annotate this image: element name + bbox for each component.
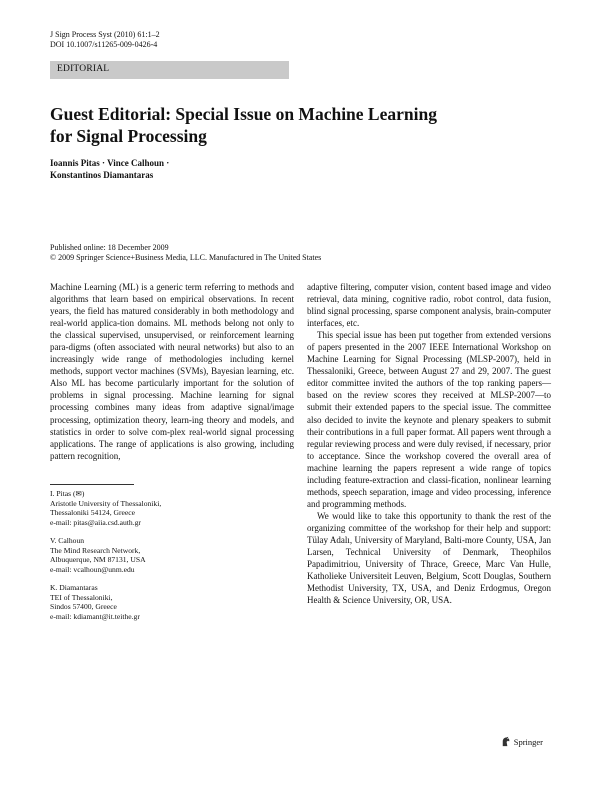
journal-citation [50,30,160,50]
section-label: EDITORIAL [57,64,110,74]
publication-info [50,243,450,263]
body-paragraph: Machine Learning (ML) is a generic term referring to methods and algorithms that learn based on empirical observations. In recent years, the field has matured considerably in both methodology and real-world applica-tion domains. ML methods belong not only to the classical supervised, unsupervised, or reinforcement learning para-digms (often associated with neural networks) but also to an increasingly wide range of methodologies including kernel methods, support vector machines (SVMs), Bayesian learning, etc. Also ML has become particularly important for the solution of problems in signal processing. Machine learning for signal processing combines many ideas from adaptive signal/image processing, optimization theory, learn-ing theory and models, and statistics in order to solve com-plex real-world signal processing applications. The range of applications is also growing, including pattern recognition, [50,282,294,461]
affiliation-email[interactable]: e-mail: kdiamant@it.teithe.gr [50,611,140,621]
affiliation-address: Sindos 57400, Greece [50,602,117,612]
body-paragraph: This special issue has been put together from extended versions of papers presented in the 2007 IEEE International Workshop on Machine Learning for Signal Processing (MLSP-2007), held in Thessaloniki, Greece, between August 27 and 29, 2007. The guest editor committee invited the authors of the top ranking papers—based on the review scores they received at MLSP-2007—to submit their extended papers to the special issue. The committee also decided to invite the keynote and plenary speakers to submit their contributions in a full paper format. All papers went through a regular reviewing process and were duly revised, if necessary, prior to acceptance. Since the workshop covered the overall area of machine learning the papers represent a wide range of topics including feature-extraction and classi-fication, nonlinear learning methods, speech separation, image and video processing, inference and programming methods. [307,330,551,509]
footnote-divider [50,484,134,485]
body-paragraph: adaptive filtering, computer vision, content based image and video retrieval, data mining, cognitive radio, robot control, data fusion, blind signal processing, sparse component analysis, brain-computer interfaces, etc. [307,282,551,329]
body-column-right [307,281,551,606]
affiliation-name: V. Calhoun [50,536,85,545]
affiliation-block [50,583,280,621]
doi-line: DOI 10.1007/s11265-009-0426-4 [50,40,158,49]
affiliation-institution: TEI of Thessaloniki, [50,592,113,602]
authors-line-2: Konstantinos Diamantaras [50,170,154,180]
affiliation-address: Thessaloniki 54124, Greece [50,508,135,518]
affiliation-email[interactable]: e-mail: pitas@aiia.csd.auth.gr [50,517,141,527]
publisher-logo [500,736,543,747]
affiliation-address: Albuquerque, NM 87131, USA [50,555,146,565]
affiliation-institution: The Mind Research Network, [50,545,141,555]
journal-line: J Sign Process Syst (2010) 61:1–2 [50,30,160,39]
title-line-2: for Signal Processing [50,126,207,146]
article-title [50,103,510,147]
affiliation-name: I. Pitas (✉) [50,489,85,498]
affiliation-block [50,536,280,574]
affiliation-email[interactable]: e-mail: vcalhoun@unm.edu [50,564,135,574]
section-banner [50,61,289,79]
authors-line-1: Ioannis Pitas · Vince Calhoun · [50,158,170,168]
author-list [50,157,270,181]
copyright-notice: © 2009 Springer Science+Business Media, LLC. Manufactured in The United States [50,253,322,262]
published-date: Published online: 18 December 2009 [50,243,169,252]
body-paragraph: We would like to take this opportunity to thank the rest of the organizing committee of the workshop for their help and support: Tülay Adalı, University of Maryland, Balti-more County, USA, Jan Larsen, Technical University of Denmark, Theophilos Papadimitriou, University of Thrace, Greece, Marc Van Hulle, Katholieke Universiteit Leuven, Belgium, Scott Douglas, Southern Methodist University, TX, USA, and Deniz Erdogmus, Oregon Health & Science University, OR, USA. [307,510,551,606]
title-line-1: Guest Editorial: Special Issue on Machine Learning [50,104,437,124]
affiliation-institution: Aristotle University of Thessaloniki, [50,498,162,508]
affiliation-name: K. Diamantaras [50,583,98,592]
affiliation-block [50,489,280,527]
publisher-name: Springer [513,736,543,747]
body-column-left [50,281,294,462]
springer-horse-icon [500,736,511,747]
